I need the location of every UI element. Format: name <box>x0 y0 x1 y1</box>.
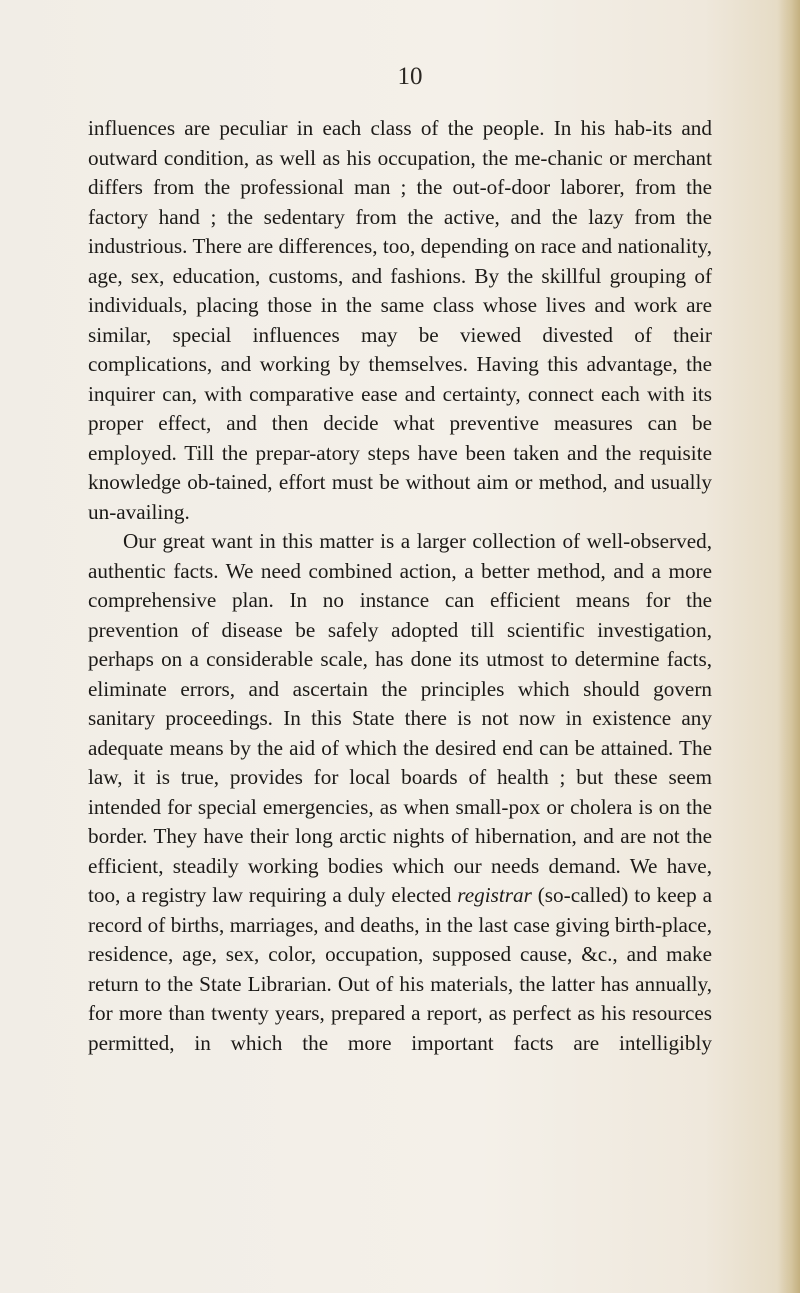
registrar-emphasis: registrar <box>457 883 532 907</box>
paragraph-1: influences are peculiar in each class of the people. In his hab-its and outward condition, as well as his occupation, the me-chanic or merchant differs from the professional man ; the out-of-door laborer, from the factory hand ; the sedentary from the active, and the lazy from the industrious. There are differences, too, depending on race and nationality, age, sex, education, customs, and fashions. By the skillful grouping of individuals, placing those in the same class whose lives and work are similar, special influences may be viewed divested of their complications, and working by themselves. Having this advantage, the inquirer can, with comparative ease and certainty, connect each with its proper effect, and then decide what preventive measures can be employed. Till the prepar-atory steps have been taken and the requisite knowledge ob-tained, effort must be without aim or method, and usually un-availing. <box>88 116 712 524</box>
paragraph-2-text: Our great want in this matter is a larger collection of well-observed, authentic facts. We need combined action, a better method, and a more comprehensive plan. In no instance can efficient means for the prevention of disease be safely adopted till scientific investigation, perhaps on a considerable scale, has done its utmost to determine facts, eliminate errors, and ascertain the principles which should govern sanitary proceedings. In this State there is not now in existence any adequate means by the aid of which the desired end can be attained. The law, it is true, provides for local boards of health ; but these seem intended for special emergencies, as when small-pox or cholera is on the border. They have their long arctic nights of hibernation, and are not the efficient, steadily working bodies which our needs demand. We have, too, a registry law requiring a duly elected <box>88 529 712 907</box>
paragraph-2 <box>88 527 712 1058</box>
body-text <box>88 114 712 1058</box>
page-edge-shadow <box>778 0 800 1293</box>
page-number: 10 <box>397 63 423 90</box>
paragraph-2-continuation: (so-called) to keep a record of births, marriages, and deaths, in the last case giving birth-place, residence, age, sex, color, occupation, supposed cause, &c., and make return to the State Librarian. Out of his materials, the latter has annually, for more than twenty years, prepared a report, as perfect as his resources permitted, in which the more important facts are intelligibly <box>88 883 712 1055</box>
